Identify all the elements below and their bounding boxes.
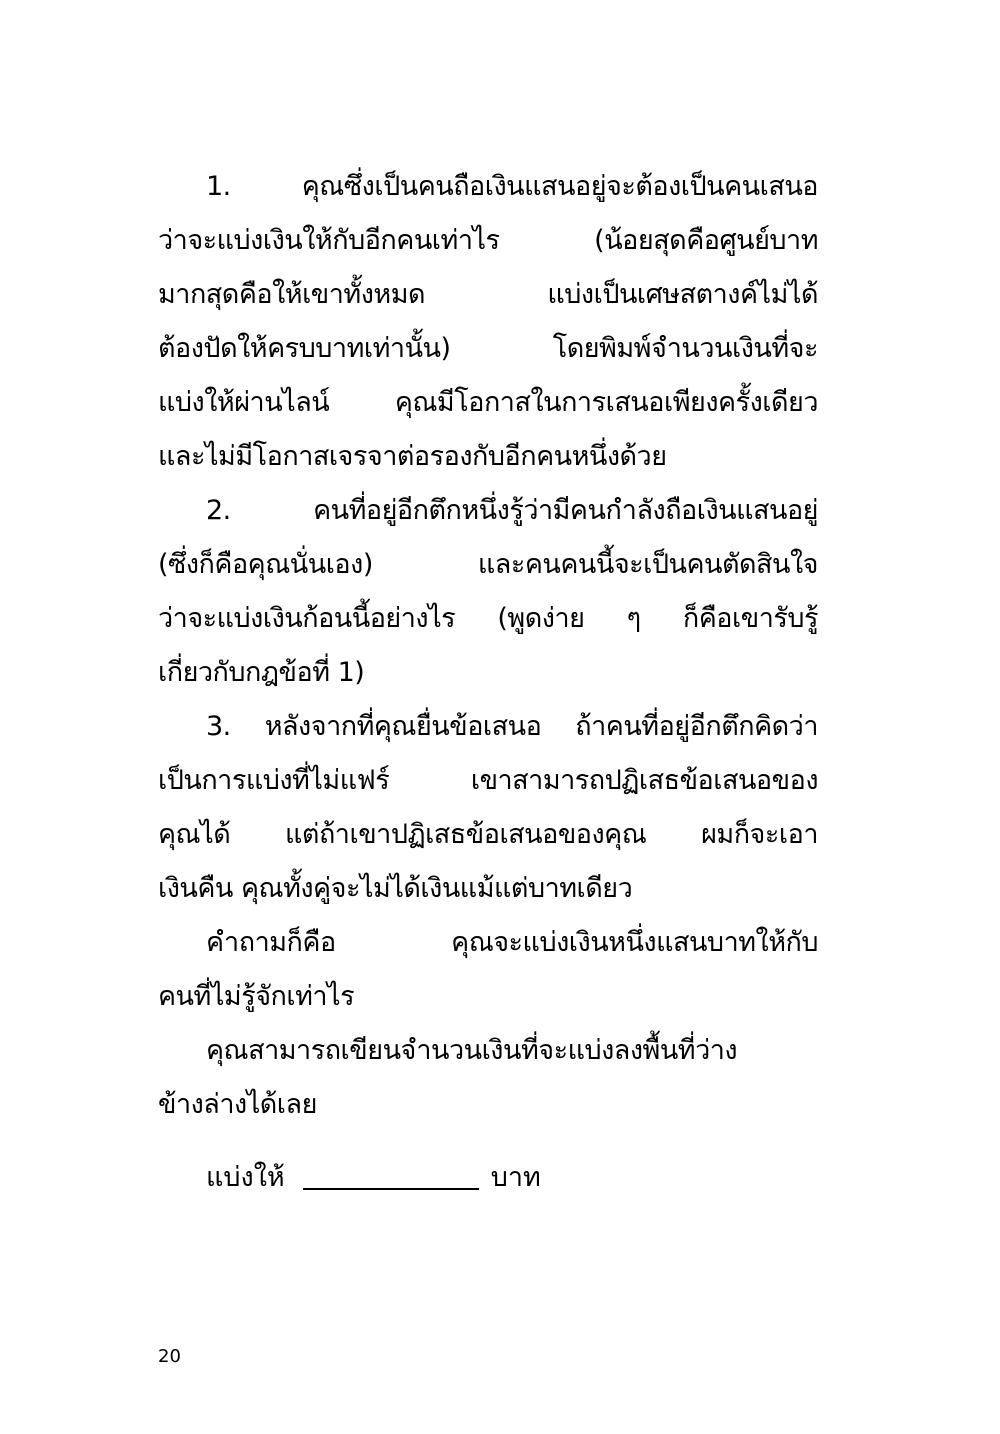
rule-1-line-2: ว่าจะแบ่งเงินให้กับอีกคนเท่าไร (น้อยสุดคือศูนย์บาท — [158, 225, 818, 256]
rule-3-line-3: คุณได้ แต่ถ้าเขาปฏิเสธข้อเสนอของคุณ ผมก็จะเอา — [158, 819, 818, 850]
rule-2-line-2: (ซึ่งก็คือคุณนั่นเอง) และคนคนนี้จะเป็นคนตัดสินใจ — [158, 549, 818, 580]
rule-1-line-6: และไม่มีโอกาสเจรจาต่อรองกับอีกคนหนึ่งด้วย — [158, 441, 667, 472]
question-line-2: คนที่ไม่รู้จักเท่าไร — [158, 981, 355, 1012]
rule-2-line-3: ว่าจะแบ่งเงินก้อนนี้อย่างไร (พูดง่าย ๆ ก็คือเขารับรู้ — [158, 603, 818, 634]
rule-1-line-5: แบ่งให้ผ่านไลน์ คุณมีโอกาสในการเสนอเพียงครั้งเดียว — [158, 387, 818, 418]
rule-2-line-4: เกี่ยวกับกฎข้อที่ 1) — [158, 657, 365, 688]
rule-2-line-1: 2. คนที่อยู่อีกตึกหนึ่งรู้ว่ามีคนกำลังถือเงินแสนอยู่ — [206, 495, 818, 526]
page-number: 20 — [158, 1346, 181, 1367]
instruction-line-1: คุณสามารถเขียนจำนวนเงินที่จะแบ่งลงพื้นที่ว่าง — [206, 1035, 738, 1066]
instruction-line-2: ข้างล่างได้เลย — [158, 1089, 317, 1120]
rule-3-line-4: เงินคืน คุณทั้งคู่จะไม่ได้เงินแม้แต่บาทเดียว — [158, 873, 633, 904]
rule-3-line-1: 3. หลังจากที่คุณยื่นข้อเสนอ ถ้าคนที่อยู่อีกตึกคิดว่า — [206, 711, 818, 742]
rule-1-line-1: 1. คุณซึ่งเป็นคนถือเงินแสนอยู่จะต้องเป็นคนเสนอ — [206, 171, 818, 202]
answer-line — [206, 1151, 541, 1205]
rule-3-line-2: เป็นการแบ่งที่ไม่แฟร์ เขาสามารถปฏิเสธข้อเสนอของ — [158, 765, 818, 796]
answer-prefix: แบ่งให้ — [206, 1162, 285, 1193]
rule-1-line-3: มากสุดคือให้เขาทั้งหมด แบ่งเป็นเศษสตางค์ไม่ได้ — [158, 279, 818, 310]
question-line-1: คำถามก็คือ คุณจะแบ่งเงินหนึ่งแสนบาทให้กับ — [206, 927, 818, 958]
answer-suffix: บาท — [490, 1162, 541, 1193]
rule-1-line-4: ต้องปัดให้ครบบาทเท่านั้น) โดยพิมพ์จำนวนเงินที่จะ — [158, 333, 818, 364]
answer-blank-field[interactable] — [303, 1158, 479, 1190]
